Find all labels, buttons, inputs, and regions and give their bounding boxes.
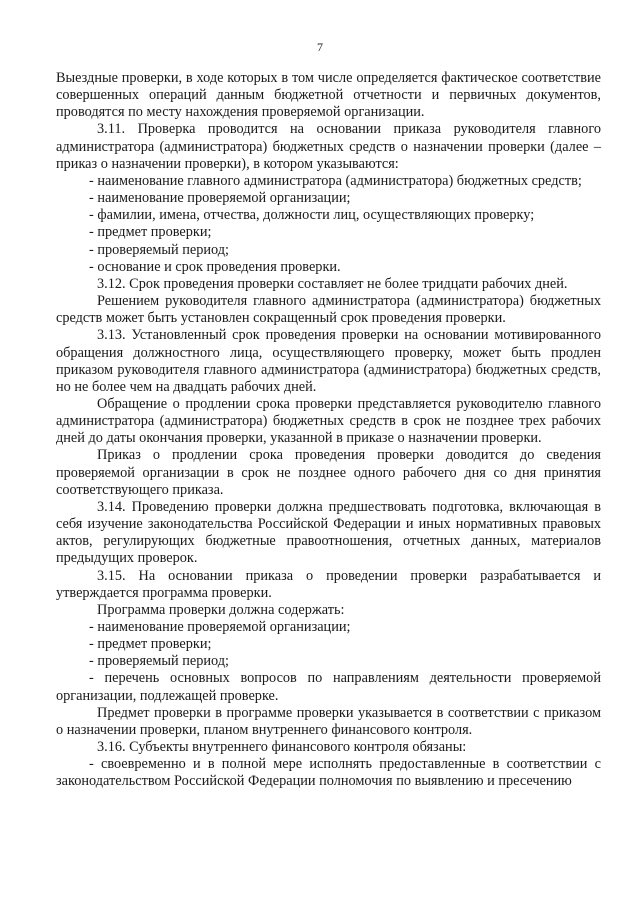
paragraph: Выездные проверки, в ходе которых в том числе определяется фактическое соответствие совершенных операций данным бюджетной отчетности и первичных документов, проводятся по месту нахождения проверяемой организации. <box>56 70 601 121</box>
paragraph: 3.15. На основании приказа о проведении проверки разрабатывается и утверждается программа проверки. <box>56 567 601 601</box>
list-item: - предмет проверки; <box>89 224 212 241</box>
paragraph: 3.13. Установленный срок проведения проверки на основании мотивированного обращения должностного лица, осуществляющего проверку, может быть продлен приказом руководителя главного администратора (администратора) бюджетных средств, но не более чем на двадцать рабочих дней. <box>56 327 601 395</box>
paragraph: Предмет проверки в программе проверки указывается в соответствии с приказом о назначении проверки, планом внутреннего финансового контроля. <box>56 704 601 738</box>
list-item: - основание и срок проведения проверки. <box>89 258 341 275</box>
paragraph: 3.12. Срок проведения проверки составляет не более тридцати рабочих дней. <box>97 275 568 292</box>
page-number: 7 <box>317 40 323 54</box>
paragraph: Обращение о продлении срока проверки представляется руководителю главного администратора (администратора) бюджетных средств в срок не позднее трех рабочих дней до даты окончания проверки, указанной в приказе о назначении проверки. <box>56 395 601 447</box>
paragraph: Приказ о продлении срока проведения проверки доводится до сведения проверяемой организации в срок не позднее одного рабочего дня со дня принятия соответствующего приказа. <box>56 447 601 498</box>
list-item: - перечень основных вопросов по направлениям деятельности проверяемой организации, подлежащей проверке. <box>56 670 601 704</box>
list-item: - фамилии, имена, отчества, должности лиц, осуществляющих проверку; <box>89 207 535 224</box>
paragraph: Программа проверки должна содержать: <box>97 601 345 618</box>
document-body <box>56 70 601 791</box>
paragraph: Решением руководителя главного администратора (администратора) бюджетных средств может быть установлен сокращенный срок проведения проверки. <box>56 293 601 327</box>
list-item: - наименование проверяемой организации; <box>89 619 351 635</box>
list-item: - наименование проверяемой организации; <box>89 190 351 207</box>
paragraph: 3.11. Проверка проводится на основании приказа руководителя главного администратора (администратора) бюджетных средств о назначении проверки (далее – приказ о назначении проверки), в котором указываются: <box>56 121 601 172</box>
list-item: - предмет проверки; <box>89 636 212 653</box>
list-item: - наименование главного администратора (администратора) бюджетных средств; <box>89 172 582 189</box>
list-item: - проверяемый период; <box>89 653 230 670</box>
list-item: - своевременно и в полной мере исполнять предоставленные в соответствии с законодательством Российской Федерации полномочия по выявлению и пресечению <box>56 756 601 790</box>
paragraph: 3.16. Субъекты внутреннего финансового контроля обязаны: <box>97 739 467 756</box>
paragraph: 3.14. Проведению проверки должна предшествовать подготовка, включающая в себя изучение законодательства Российской Федерации и иных нормативных правовых актов, регулирующих бюджетные правоотношения, отчетных данных, материалов предыдущих проверок. <box>56 498 601 567</box>
list-item: - проверяемый период; <box>89 241 230 258</box>
